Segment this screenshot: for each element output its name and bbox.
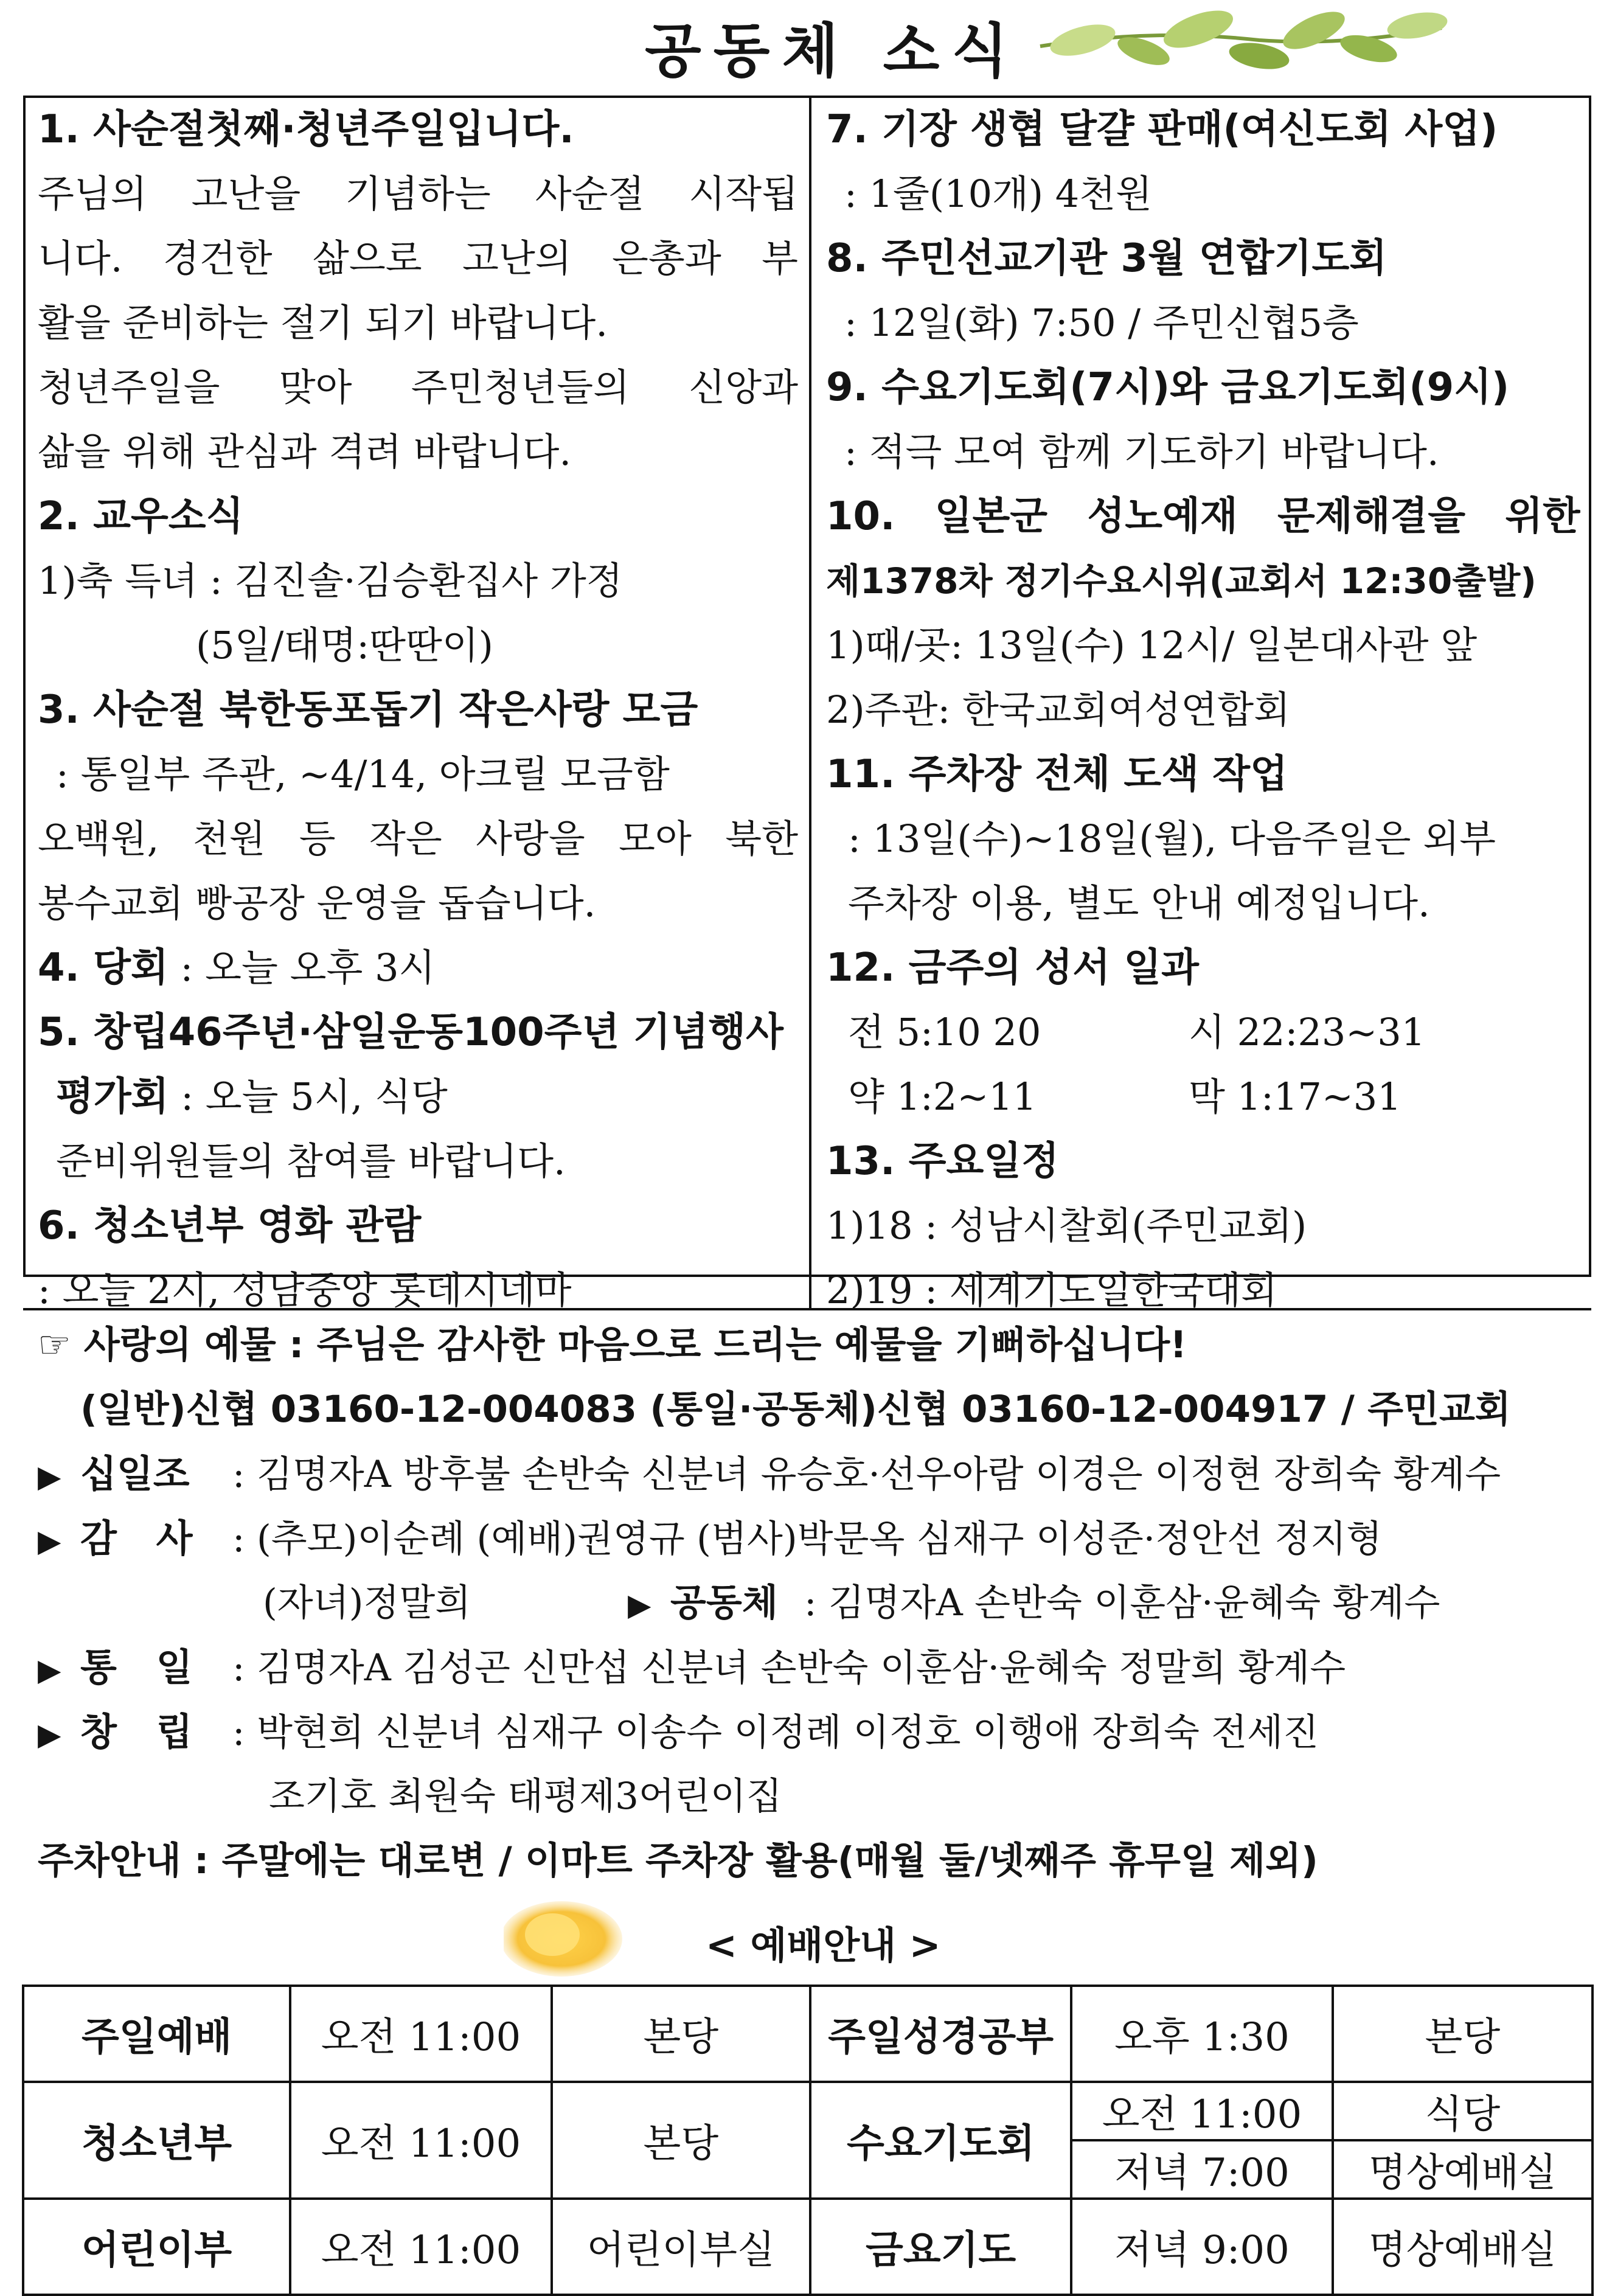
table-cell: 어린이부 [23, 2199, 290, 2295]
service-title: < 예배안내 > [706, 1923, 941, 1967]
item-13-text: 2)19 : 세계기도일한국대회 [826, 1268, 1277, 1312]
item-10-title: 10. 일본군 성노예재 문제해결을 위한 [826, 494, 1580, 539]
table-cell: 금요기도 [810, 2199, 1071, 2295]
page-title: 공동체 소식 [645, 17, 1021, 85]
item-6-title: 6. 청소년부 영화 관람 [38, 1203, 422, 1248]
table-cell: 본당 [552, 1986, 810, 2082]
thanks-row-2 [38, 1571, 1577, 1635]
item-5-text: : 오늘 5시, 식당 [168, 1074, 448, 1119]
reading-text: 전 5:10 20 [848, 1010, 1041, 1054]
item-5-text: 준비위원들의 참여를 바랍니다. [56, 1139, 566, 1183]
table-cell: 명상예배실 [1333, 2199, 1592, 2295]
thanks-label: 감 사 [80, 1516, 193, 1560]
column-divider [809, 96, 811, 1308]
item-2-text: 1)축 득녀 : 김진솔·김승환집사 가정 [38, 558, 623, 603]
item-10-text: 2)주관: 한국교회여성연합회 [826, 687, 1291, 732]
item-1-text: 삶을 위해 관심과 격려 바랍니다. [38, 430, 572, 474]
table-cell: 식당 [1333, 2082, 1592, 2140]
founding-row [38, 1700, 1577, 1764]
item-2-title: 2. 교우소식 [38, 494, 244, 539]
service-header [0, 1898, 1615, 1977]
table-cell: 본당 [552, 2082, 810, 2199]
item-3-text: 오백원, 천원 등 작은 사랑을 모아 북한 [38, 816, 798, 861]
table-cell: 주일성경공부 [810, 1986, 1071, 2082]
table-cell: 수요기도회 [810, 2082, 1071, 2199]
item-4-title: 4. 당회 [38, 945, 168, 990]
item-7-title: 7. 기장 생협 달걀 판매(여신도회 사업) [826, 107, 1498, 152]
item-11-text: 주차장 이용, 별도 안내 예정입니다. [848, 881, 1430, 925]
thanks-names: (자녀)정말희 [263, 1581, 471, 1624]
item-5-bold: 평가회 [56, 1074, 169, 1119]
community-label: 공동체 [670, 1581, 778, 1624]
item-6-text: : 오늘 2시, 성남중앙 롯데시네마 [38, 1268, 572, 1312]
item-1-text: 활을 준비하는 절기 되기 바랍니다. [38, 301, 608, 345]
tithe-row [38, 1442, 1577, 1506]
unity-row [38, 1635, 1577, 1700]
thanks-row [38, 1506, 1577, 1571]
item-8-text: : 12일(화) 7:50 / 주민신협5층 [844, 301, 1359, 345]
item-12-title: 12. 금주의 성서 일과 [826, 945, 1199, 990]
table-cell: 오전 11:00 [290, 2199, 552, 2295]
table-cell: 저녁 9:00 [1071, 2199, 1333, 2295]
item-1-text: 니다. 경건한 삶으로 고난의 은총과 부 [38, 236, 798, 280]
item-9-title: 9. 수요기도회(7시)와 금요기도회(9시) [826, 365, 1510, 410]
item-5-title: 5. 창립46주년·삼일운동100주년 기념행사 [38, 1010, 783, 1055]
table-cell: 어린이부실 [552, 2199, 810, 2295]
account-numbers: (일반)신협 03160-12-004083 (통일·공동체)신협 03160-12-004917 / 주민교회 [80, 1388, 1511, 1431]
tithe-names: : 김명자A 방후불 손반숙 신분녀 유승호·선우아람 이경은 이정현 장희숙 황계수 [232, 1453, 1501, 1496]
item-4-line [38, 936, 798, 1000]
newsletter-header [0, 0, 1615, 85]
tithe-label: 십일조 [80, 1452, 190, 1496]
unity-names: : 김명자A 김성곤 신만섭 신분녀 손반숙 이훈삼·윤혜숙 정말희 황계수 [232, 1646, 1346, 1689]
item-2-text: (5일/태명:딴딴이) [196, 623, 493, 667]
item-5-line [38, 1065, 798, 1129]
table-cell: 오전 11:00 [290, 1986, 552, 2082]
table-cell: 저녁 7:00 [1071, 2140, 1333, 2199]
service-table [22, 1985, 1594, 2296]
arrow-icon: ▶ [628, 1587, 651, 1623]
reading-row [826, 1000, 1580, 1065]
item-7-text: : 1줄(10개) 4천원 [844, 172, 1153, 216]
arrow-icon: ▶ [38, 1717, 61, 1752]
table-cell: 오전 11:00 [1071, 2082, 1333, 2140]
item-11-text: : 13일(수)~18일(월), 다음주일은 외부 [848, 816, 1496, 861]
leaf-decoration-icon [1028, 4, 1454, 83]
table-row [23, 1986, 1592, 2082]
table-cell: 오후 1:30 [1071, 1986, 1333, 2082]
table-row [23, 2199, 1592, 2295]
table-row [23, 2082, 1592, 2140]
arrow-icon: ▶ [38, 1459, 61, 1494]
table-cell: 오전 11:00 [290, 2082, 552, 2199]
item-1-text: 주님의 고난을 기념하는 사순절 시작됩 [38, 172, 798, 216]
reading-text: 막 1:17~31 [1189, 1074, 1401, 1119]
arrow-icon: ▶ [38, 1523, 61, 1559]
flower-decoration-icon [504, 1901, 634, 1977]
item-9-text: : 적극 모여 함께 기도하기 바랍니다. [844, 430, 1439, 474]
community-names: : 김명자A 손반숙 이훈삼·윤혜숙 황계수 [804, 1581, 1440, 1624]
arrow-icon: ▶ [38, 1652, 61, 1688]
item-4-text: : 오늘 오후 3시 [168, 945, 436, 990]
offering-title: ☞ 사랑의 예물 : 주님은 감사한 마음으로 드리는 예물을 기뻐하십니다! [38, 1323, 1187, 1366]
founding-names: 조기호 최원숙 태평제3어린이집 [269, 1775, 782, 1818]
item-10-text: 1)때/곳: 13일(수) 12시/ 일본대사관 앞 [826, 623, 1478, 667]
item-11-title: 11. 주차장 전체 도색 작업 [826, 752, 1288, 797]
item-1-text: 청년주일을 맞아 주민청년들의 신앙과 [38, 365, 798, 409]
item-1-title: 1. 사순절첫째·청년주일입니다. [38, 107, 574, 152]
reading-text: 시 22:23~31 [1189, 1010, 1426, 1054]
table-cell: 본당 [1333, 1986, 1592, 2082]
item-3-text: 봉수교회 빵공장 운영을 돕습니다. [38, 881, 596, 925]
reading-text: 약 1:2~11 [848, 1074, 1037, 1119]
thanks-names: : (추모)이순례 (예배)권영규 (범사)박문옥 심재구 이성준·정안선 정지형 [232, 1517, 1383, 1560]
table-cell: 청소년부 [23, 2082, 290, 2199]
right-column [826, 97, 1580, 1323]
item-10-subtitle: 제1378차 정기수요시위(교회서 12:30출발) [826, 560, 1537, 602]
founding-label: 창 립 [80, 1710, 193, 1754]
item-3-title: 3. 사순절 북한동포돕기 작은사랑 모금 [38, 687, 698, 732]
offering-section [38, 1313, 1577, 1893]
table-cell: 명상예배실 [1333, 2140, 1592, 2199]
item-13-title: 13. 주요일정 [826, 1139, 1059, 1184]
reading-row [826, 1065, 1580, 1129]
founding-names: : 박현희 신분녀 심재구 이송수 이정례 이정호 이행애 장희숙 전세진 [232, 1711, 1319, 1754]
left-column [38, 97, 798, 1323]
table-cell: 주일예배 [23, 1986, 290, 2082]
item-3-text: : 통일부 주관, ~4/14, 아크릴 모금함 [56, 752, 670, 796]
parking-notice: 주차안내 : 주말에는 대로변 / 이마트 주차장 활용(매월 둘/넷째주 휴무일 제외) [38, 1839, 1318, 1882]
item-8-title: 8. 주민선교기관 3월 연합기도회 [826, 236, 1388, 281]
item-13-text: 1)18 : 성남시찰회(주민교회) [826, 1203, 1307, 1248]
unity-label: 통 일 [80, 1645, 193, 1689]
